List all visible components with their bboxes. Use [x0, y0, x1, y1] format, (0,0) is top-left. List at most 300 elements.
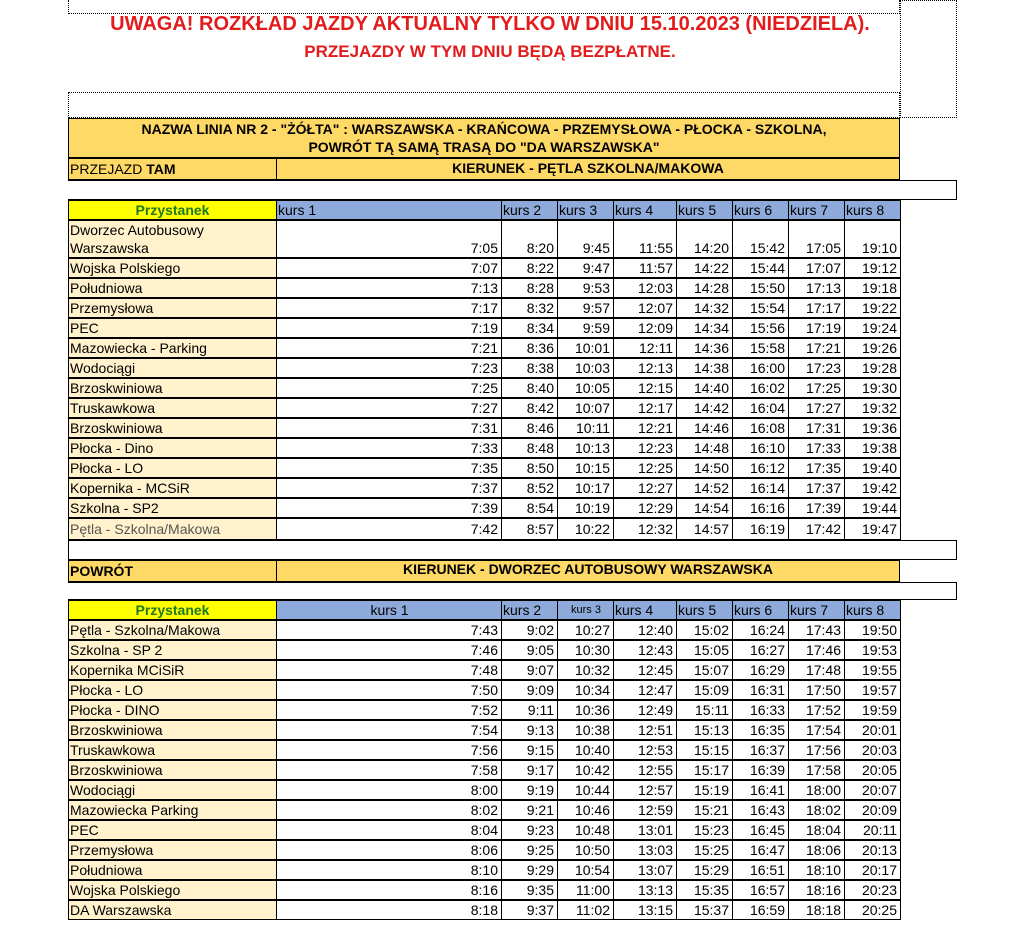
kurs-header-7: kurs 7	[788, 200, 845, 220]
stop-name: Płocka - DINO	[68, 700, 277, 720]
departure-time: 9:23	[501, 820, 558, 840]
departure-time: 16:12	[732, 458, 789, 478]
departure-time: 12:32	[613, 518, 677, 540]
departure-time: 10:19	[557, 498, 614, 518]
departure-time: 12:03	[613, 278, 677, 298]
departure-time: 15:17	[676, 760, 733, 780]
departure-time: 20:11	[844, 820, 901, 840]
departure-time: 15:21	[676, 800, 733, 820]
departure-time: 20:01	[844, 720, 901, 740]
departure-time: 15:50	[732, 278, 789, 298]
departure-time: 17:13	[788, 278, 845, 298]
departure-time: 17:42	[788, 518, 845, 540]
stop-name: Szkolna - SP2	[68, 498, 277, 518]
departure-time: 10:44	[557, 780, 614, 800]
departure-time: 15:15	[676, 740, 733, 760]
departure-time: 15:13	[676, 720, 733, 740]
departure-time: 16:08	[732, 418, 789, 438]
stop-name: Kopernika - MCSiR	[68, 478, 277, 498]
stop-name: Brzoskwiniowa	[68, 720, 277, 740]
departure-time: 17:05	[788, 220, 845, 258]
kurs-header-1: kurs 1	[276, 200, 502, 220]
departure-time: 16:10	[732, 438, 789, 458]
departure-time: 9:45	[557, 220, 614, 258]
departure-time: 16:47	[732, 840, 789, 860]
stop-column-header: Przystanek	[68, 600, 277, 620]
departure-time: 9:19	[501, 780, 558, 800]
departure-time: 20:25	[844, 900, 901, 920]
departure-time: 10:05	[557, 378, 614, 398]
departure-time: 16:43	[732, 800, 789, 820]
departure-time: 12:27	[613, 478, 677, 498]
stop-name: Wojska Polskiego	[68, 258, 277, 278]
departure-time: 15:05	[676, 640, 733, 660]
departure-time: 18:04	[788, 820, 845, 840]
departure-time: 15:25	[676, 840, 733, 860]
return-label: POWRÓT	[68, 560, 277, 582]
stop-name: Truskawkowa	[68, 398, 277, 418]
stop-name: Wodociągi	[68, 780, 277, 800]
departure-time: 20:17	[844, 860, 901, 880]
line-name-text: NAZWA LINIA NR 2 - "ŻÓŁTA" : WARSZAWSKA - KRAŃCOWA - PRZEMYSŁOWA - PŁOCKA - SZKOLNA, POWRÓT TĄ SAMĄ TRASĄ DO "DA WARSZAWSKA"	[141, 121, 827, 155]
departure-time: 10:50	[557, 840, 614, 860]
departure-time: 17:25	[788, 378, 845, 398]
departure-time: 20:05	[844, 760, 901, 780]
departure-time: 14:20	[676, 220, 733, 258]
kurs-header-2: kurs 2	[501, 200, 558, 220]
stop-name: Płocka - LO	[68, 458, 277, 478]
outbound-label-prefix: PRZEJAZD	[70, 161, 143, 177]
stop-name: Płocka - LO	[68, 680, 277, 700]
departure-time: 13:01	[613, 820, 677, 840]
departure-time: 8:46	[501, 418, 558, 438]
departure-time: 16:24	[732, 620, 789, 640]
departure-time: 7:50	[276, 680, 502, 700]
departure-time: 11:55	[613, 220, 677, 258]
departure-time: 14:42	[676, 398, 733, 418]
departure-time: 8:52	[501, 478, 558, 498]
kurs-header-2: kurs 2	[501, 600, 558, 620]
departure-time: 18:00	[788, 780, 845, 800]
departure-time: 16:59	[732, 900, 789, 920]
departure-time: 12:49	[613, 700, 677, 720]
departure-time: 7:56	[276, 740, 502, 760]
departure-time: 16:16	[732, 498, 789, 518]
departure-time: 8:28	[501, 278, 558, 298]
departure-time: 9:13	[501, 720, 558, 740]
departure-time: 12:21	[613, 418, 677, 438]
departure-time: 8:50	[501, 458, 558, 478]
departure-time: 8:00	[276, 780, 502, 800]
departure-time: 9:37	[501, 900, 558, 920]
departure-time: 16:02	[732, 378, 789, 398]
departure-time: 16:00	[732, 358, 789, 378]
departure-time: 16:33	[732, 700, 789, 720]
departure-time: 12:47	[613, 680, 677, 700]
stop-name: Przemysłowa	[68, 298, 277, 318]
departure-time: 17:07	[788, 258, 845, 278]
departure-time: 13:15	[613, 900, 677, 920]
stop-name: PEC	[68, 820, 277, 840]
departure-time: 7:07	[276, 258, 502, 278]
stop-name: PEC	[68, 318, 277, 338]
departure-time: 16:51	[732, 860, 789, 880]
departure-time: 7:17	[276, 298, 502, 318]
departure-time: 14:50	[676, 458, 733, 478]
departure-time: 7:42	[276, 518, 502, 540]
stop-name: Południowa	[68, 278, 277, 298]
departure-time: 14:32	[676, 298, 733, 318]
departure-time: 7:35	[276, 458, 502, 478]
kurs-header-5: kurs 5	[676, 200, 733, 220]
departure-time: 8:22	[501, 258, 558, 278]
stop-name: DA Warszawska	[68, 900, 277, 920]
departure-time: 7:27	[276, 398, 502, 418]
departure-time: 7:33	[276, 438, 502, 458]
departure-time: 19:47	[844, 518, 901, 540]
departure-time: 17:58	[788, 760, 845, 780]
departure-time: 14:36	[676, 338, 733, 358]
departure-time: 15:35	[676, 880, 733, 900]
departure-time: 17:50	[788, 680, 845, 700]
departure-time: 19:57	[844, 680, 901, 700]
sheet-gridline	[900, 0, 957, 118]
departure-time: 12:59	[613, 800, 677, 820]
departure-time: 7:46	[276, 640, 502, 660]
departure-time: 8:48	[501, 438, 558, 458]
departure-time: 14:48	[676, 438, 733, 458]
stop-name: Pętla - Szkolna/Makowa	[68, 518, 277, 540]
departure-time: 8:04	[276, 820, 502, 840]
departure-time: 18:10	[788, 860, 845, 880]
kurs-header-4: kurs 4	[613, 200, 677, 220]
departure-time: 7:19	[276, 318, 502, 338]
departure-time: 13:13	[613, 880, 677, 900]
kurs-header-3: kurs 3	[557, 600, 614, 620]
departure-time: 14:28	[676, 278, 733, 298]
departure-time: 19:55	[844, 660, 901, 680]
departure-time: 17:27	[788, 398, 845, 418]
departure-time: 19:18	[844, 278, 901, 298]
kurs-header-7: kurs 7	[788, 600, 845, 620]
departure-time: 12:13	[613, 358, 677, 378]
departure-time: 9:59	[557, 318, 614, 338]
departure-time: 16:27	[732, 640, 789, 660]
departure-time: 10:32	[557, 660, 614, 680]
outbound-direction: KIERUNEK - PĘTLA SZKOLNA/MAKOWA	[276, 158, 900, 180]
departure-time: 19:38	[844, 438, 901, 458]
departure-time: 19:22	[844, 298, 901, 318]
outbound-label-bold: TAM	[146, 161, 176, 177]
spacer-row	[68, 540, 957, 560]
departure-time: 19:59	[844, 700, 901, 720]
departure-time: 9:21	[501, 800, 558, 820]
departure-time: 16:35	[732, 720, 789, 740]
departure-time: 16:14	[732, 478, 789, 498]
departure-time: 20:09	[844, 800, 901, 820]
departure-time: 9:57	[557, 298, 614, 318]
departure-time: 16:37	[732, 740, 789, 760]
departure-time: 11:57	[613, 258, 677, 278]
outbound-label-cell	[68, 158, 277, 180]
stop-name: Szkolna - SP 2	[68, 640, 277, 660]
departure-time: 8:36	[501, 338, 558, 358]
stop-name: Przemysłowa	[68, 840, 277, 860]
departure-time: 7:23	[276, 358, 502, 378]
departure-time: 7:37	[276, 478, 502, 498]
departure-time: 15:44	[732, 258, 789, 278]
departure-time: 8:32	[501, 298, 558, 318]
stop-name: Płocka - Dino	[68, 438, 277, 458]
departure-time: 17:48	[788, 660, 845, 680]
departure-time: 10:13	[557, 438, 614, 458]
departure-time: 17:54	[788, 720, 845, 740]
departure-time: 10:40	[557, 740, 614, 760]
departure-time: 8:20	[501, 220, 558, 258]
departure-time: 19:42	[844, 478, 901, 498]
spacer-row	[68, 582, 957, 600]
departure-time: 15:56	[732, 318, 789, 338]
departure-time: 15:29	[676, 860, 733, 880]
departure-time: 10:36	[557, 700, 614, 720]
departure-time: 12:29	[613, 498, 677, 518]
departure-time: 15:19	[676, 780, 733, 800]
departure-time: 8:10	[276, 860, 502, 880]
departure-time: 10:48	[557, 820, 614, 840]
notice-heading: UWAGA! ROZKŁAD JAZDY AKTUALNY TYLKO W DNIU 15.10.2023 (NIEDZIELA).	[110, 13, 870, 35]
departure-time: 11:02	[557, 900, 614, 920]
departure-time: 16:45	[732, 820, 789, 840]
stop-name: Truskawkowa	[68, 740, 277, 760]
departure-time: 19:12	[844, 258, 901, 278]
return-direction: KIERUNEK - DWORZEC AUTOBUSOWY WARSZAWSKA	[276, 560, 900, 582]
kurs-header-4: kurs 4	[613, 600, 677, 620]
departure-time: 15:07	[676, 660, 733, 680]
departure-time: 19:40	[844, 458, 901, 478]
stop-name: Mazowiecka - Parking	[68, 338, 277, 358]
departure-time: 15:09	[676, 680, 733, 700]
departure-time: 15:42	[732, 220, 789, 258]
departure-time: 10:54	[557, 860, 614, 880]
departure-time: 17:46	[788, 640, 845, 660]
departure-time: 8:40	[501, 378, 558, 398]
kurs-header-1: kurs 1	[276, 600, 502, 620]
departure-time: 12:55	[613, 760, 677, 780]
departure-time: 10:17	[557, 478, 614, 498]
departure-time: 12:09	[613, 318, 677, 338]
departure-time: 9:29	[501, 860, 558, 880]
stop-name: Wodociągi	[68, 358, 277, 378]
departure-time: 9:25	[501, 840, 558, 860]
departure-time: 16:57	[732, 880, 789, 900]
departure-time: 19:30	[844, 378, 901, 398]
stop-name: Południowa	[68, 860, 277, 880]
departure-time: 12:11	[613, 338, 677, 358]
departure-time: 15:54	[732, 298, 789, 318]
departure-time: 10:30	[557, 640, 614, 660]
departure-time: 12:51	[613, 720, 677, 740]
departure-time: 7:48	[276, 660, 502, 680]
departure-time: 9:53	[557, 278, 614, 298]
departure-time: 17:37	[788, 478, 845, 498]
departure-time: 13:03	[613, 840, 677, 860]
departure-time: 19:24	[844, 318, 901, 338]
departure-time: 19:36	[844, 418, 901, 438]
departure-time: 8:42	[501, 398, 558, 418]
departure-time: 10:46	[557, 800, 614, 820]
departure-time: 8:57	[501, 518, 558, 540]
departure-time: 15:58	[732, 338, 789, 358]
stop-name: Brzoskwiniowa	[68, 418, 277, 438]
departure-time: 9:05	[501, 640, 558, 660]
departure-time: 16:19	[732, 518, 789, 540]
departure-time: 18:06	[788, 840, 845, 860]
departure-time: 10:42	[557, 760, 614, 780]
departure-time: 20:23	[844, 880, 901, 900]
departure-time: 12:43	[613, 640, 677, 660]
departure-time: 17:43	[788, 620, 845, 640]
notice-subheading: PRZEJAZDY W TYM DNIU BĘDĄ BEZPŁATNE.	[304, 42, 676, 61]
departure-time: 8:18	[276, 900, 502, 920]
departure-time: 19:53	[844, 640, 901, 660]
departure-time: 19:26	[844, 338, 901, 358]
spacer-row	[68, 180, 957, 200]
departure-time: 12:40	[613, 620, 677, 640]
departure-time: 10:22	[557, 518, 614, 540]
departure-time: 10:03	[557, 358, 614, 378]
departure-time: 19:50	[844, 620, 901, 640]
stop-name: Brzoskwiniowa	[68, 378, 277, 398]
departure-time: 17:35	[788, 458, 845, 478]
departure-time: 7:43	[276, 620, 502, 640]
stop-name: Brzoskwiniowa	[68, 760, 277, 780]
departure-time: 17:17	[788, 298, 845, 318]
departure-time: 7:54	[276, 720, 502, 740]
departure-time: 16:29	[732, 660, 789, 680]
stop-column-header: Przystanek	[68, 200, 277, 220]
departure-time: 15:37	[676, 900, 733, 920]
departure-time: 20:07	[844, 780, 901, 800]
departure-time: 7:39	[276, 498, 502, 518]
kurs-header-8: kurs 8	[844, 600, 901, 620]
departure-time: 8:38	[501, 358, 558, 378]
departure-time: 12:57	[613, 780, 677, 800]
sheet-gridline	[68, 0, 900, 14]
departure-time: 12:17	[613, 398, 677, 418]
departure-time: 15:02	[676, 620, 733, 640]
departure-time: 12:53	[613, 740, 677, 760]
line-name-banner	[68, 118, 900, 158]
departure-time: 17:21	[788, 338, 845, 358]
departure-time: 17:39	[788, 498, 845, 518]
departure-time: 18:02	[788, 800, 845, 820]
departure-time: 16:39	[732, 760, 789, 780]
departure-time: 7:13	[276, 278, 502, 298]
departure-time: 19:44	[844, 498, 901, 518]
departure-time: 15:11	[676, 700, 733, 720]
departure-time: 8:02	[276, 800, 502, 820]
stop-name: Dworzec Autobusowy Warszawska	[68, 220, 277, 258]
departure-time: 20:13	[844, 840, 901, 860]
departure-time: 9:17	[501, 760, 558, 780]
departure-time: 13:07	[613, 860, 677, 880]
departure-time: 10:27	[557, 620, 614, 640]
stop-name: Pętla - Szkolna/Makowa	[68, 620, 277, 640]
departure-time: 17:52	[788, 700, 845, 720]
kurs-header-6: kurs 6	[732, 600, 789, 620]
departure-time: 19:10	[844, 220, 901, 258]
departure-time: 12:45	[613, 660, 677, 680]
departure-time: 9:15	[501, 740, 558, 760]
departure-time: 19:32	[844, 398, 901, 418]
departure-time: 14:38	[676, 358, 733, 378]
departure-time: 9:47	[557, 258, 614, 278]
departure-time: 18:16	[788, 880, 845, 900]
departure-time: 14:40	[676, 378, 733, 398]
departure-time: 7:58	[276, 760, 502, 780]
departure-time: 19:28	[844, 358, 901, 378]
departure-time: 17:31	[788, 418, 845, 438]
departure-time: 16:31	[732, 680, 789, 700]
departure-time: 10:07	[557, 398, 614, 418]
departure-time: 8:34	[501, 318, 558, 338]
departure-time: 7:52	[276, 700, 502, 720]
departure-time: 12:07	[613, 298, 677, 318]
departure-time: 15:23	[676, 820, 733, 840]
departure-time: 7:31	[276, 418, 502, 438]
departure-time: 7:25	[276, 378, 502, 398]
kurs-header-5: kurs 5	[676, 600, 733, 620]
stop-name: Mazowiecka Parking	[68, 800, 277, 820]
departure-time: 14:52	[676, 478, 733, 498]
departure-time: 17:56	[788, 740, 845, 760]
departure-time: 14:22	[676, 258, 733, 278]
departure-time: 12:23	[613, 438, 677, 458]
departure-time: 10:34	[557, 680, 614, 700]
departure-time: 7:05	[276, 220, 502, 258]
departure-time: 16:41	[732, 780, 789, 800]
departure-time: 9:09	[501, 680, 558, 700]
kurs-header-6: kurs 6	[732, 200, 789, 220]
departure-time: 14:57	[676, 518, 733, 540]
departure-time: 8:54	[501, 498, 558, 518]
departure-time: 10:38	[557, 720, 614, 740]
departure-time: 20:03	[844, 740, 901, 760]
departure-time: 16:04	[732, 398, 789, 418]
departure-time: 10:11	[557, 418, 614, 438]
sheet-gridline	[68, 92, 900, 118]
departure-time: 17:23	[788, 358, 845, 378]
departure-time: 12:25	[613, 458, 677, 478]
departure-time: 14:46	[676, 418, 733, 438]
stop-name: Kopernika MCiSiR	[68, 660, 277, 680]
departure-time: 9:02	[501, 620, 558, 640]
departure-time: 9:07	[501, 660, 558, 680]
departure-time: 9:11	[501, 700, 558, 720]
departure-time: 7:21	[276, 338, 502, 358]
kurs-header-8: kurs 8	[844, 200, 901, 220]
departure-time: 10:15	[557, 458, 614, 478]
departure-time: 18:18	[788, 900, 845, 920]
departure-time: 11:00	[557, 880, 614, 900]
departure-time: 12:15	[613, 378, 677, 398]
departure-time: 9:35	[501, 880, 558, 900]
departure-time: 14:54	[676, 498, 733, 518]
kurs-header-3: kurs 3	[557, 200, 614, 220]
stop-name: Wojska Polskiego	[68, 880, 277, 900]
departure-time: 14:34	[676, 318, 733, 338]
departure-time: 17:19	[788, 318, 845, 338]
